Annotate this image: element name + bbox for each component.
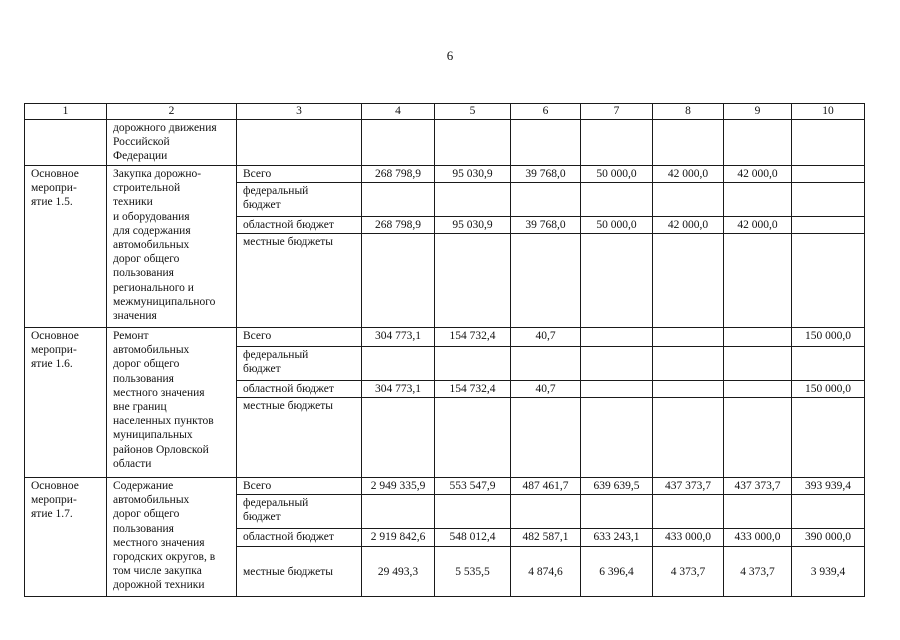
amount-col-6-text: 40,7 — [535, 383, 556, 395]
header-col-9 — [723, 103, 792, 120]
amount-col-9 — [723, 528, 792, 547]
amount-col-6-text: 40,7 — [535, 330, 556, 342]
funding-source-label-text: федеральный бюджет — [243, 349, 309, 376]
amount-col-8 — [652, 233, 724, 328]
amount-col-10-text: 390 000,0 — [805, 531, 851, 543]
amount-col-8 — [652, 182, 724, 217]
amount-col-4 — [361, 397, 435, 478]
amount-col-6-text: 39 768,0 — [525, 168, 566, 180]
amount-col-7 — [580, 477, 653, 495]
amount-col-5 — [434, 216, 511, 234]
amount-col-9 — [723, 216, 792, 234]
amount-col-8 — [652, 546, 724, 597]
amount-col-8-text: 42 000,0 — [667, 219, 709, 231]
measure-id — [24, 327, 107, 478]
amount-col-5 — [434, 327, 511, 347]
amount-col-6-text: 482 587,1 — [522, 531, 569, 543]
amount-col-8 — [652, 494, 724, 529]
amount-col-4-text: 268 798,9 — [375, 168, 421, 180]
amount-col-4 — [361, 528, 435, 547]
amount-col-5 — [434, 233, 511, 328]
amount-col-9 — [723, 165, 792, 183]
measure-id-text: Основное меропри- ятие 1.5. — [31, 168, 79, 209]
amount-col-4 — [361, 327, 435, 347]
funding-source-label-text: областной бюджет — [243, 531, 334, 543]
amount-col-7 — [580, 216, 653, 234]
funding-source-label — [236, 233, 362, 328]
measure-id — [24, 165, 107, 328]
amount-col-10 — [791, 528, 865, 547]
header-col-8-text: 8 — [685, 105, 691, 118]
amount-col-7-text: 6 396,4 — [599, 565, 634, 578]
amount-col-8 — [652, 327, 724, 347]
amount-col-7 — [580, 546, 653, 597]
amount-col-7 — [580, 494, 653, 529]
header-col-3 — [236, 103, 362, 120]
header-col-8 — [652, 103, 724, 120]
amount-col-9 — [723, 380, 792, 398]
header-col-7 — [580, 103, 653, 120]
header-col-9-text: 9 — [754, 105, 761, 118]
amount-col-9 — [723, 494, 792, 529]
amount-col-5 — [434, 494, 511, 529]
amount-col-8-text: 437 373,7 — [665, 480, 711, 492]
amount-col-9-text: 433 000,0 — [734, 531, 781, 543]
amount-col-5 — [434, 397, 511, 478]
funding-source-label-text: местные бюджеты — [243, 565, 334, 578]
amount-col-5 — [434, 346, 511, 381]
amount-col-9 — [723, 327, 792, 347]
header-col-4 — [361, 103, 435, 120]
amount-col-9-text: 437 373,7 — [734, 480, 781, 492]
amount-col-10 — [791, 182, 865, 217]
amount-col-9 — [723, 477, 792, 495]
amount-col-10 — [791, 327, 865, 347]
amount-col-6 — [510, 546, 581, 597]
amount-col-4-text: 268 798,9 — [375, 219, 421, 231]
amount-col-10 — [791, 165, 865, 183]
funding-source-label — [236, 380, 362, 398]
amount-col-4-text: 2 949 335,9 — [370, 480, 426, 492]
amount-col-5 — [434, 528, 511, 547]
page-number: 6 — [446, 48, 454, 63]
amount-col-4 — [361, 165, 435, 183]
funding-source-label-text: федеральный бюджет — [243, 185, 309, 212]
amount-col-4-text: 2 919 842,6 — [370, 531, 426, 543]
cont-col-7 — [580, 119, 653, 166]
amount-col-9 — [723, 397, 792, 478]
amount-col-6-text: 39 768,0 — [525, 219, 566, 231]
amount-col-8-text: 4 373,7 — [670, 565, 706, 578]
amount-col-5-text: 95 030,9 — [452, 219, 493, 231]
amount-col-6 — [510, 397, 581, 478]
funding-source-label-text: областной бюджет — [243, 383, 334, 395]
funding-source-label — [236, 528, 362, 547]
funding-source-label — [236, 165, 362, 183]
amount-col-7-text: 639 639,5 — [593, 480, 640, 492]
amount-col-4-text: 29 493,3 — [377, 565, 419, 578]
cont-col-2-text: дорожного движения Российской Федерации — [113, 122, 217, 163]
amount-col-4 — [361, 477, 435, 495]
amount-col-5-text: 548 012,4 — [449, 531, 496, 543]
amount-col-10 — [791, 494, 865, 529]
amount-col-9 — [723, 182, 792, 217]
amount-col-4 — [361, 380, 435, 398]
amount-col-7 — [580, 346, 653, 381]
amount-col-10-text: 150 000,0 — [805, 383, 851, 395]
funding-source-label — [236, 327, 362, 347]
amount-col-6 — [510, 477, 581, 495]
amount-col-9-text: 42 000,0 — [737, 219, 778, 231]
cont-col-5 — [434, 119, 511, 166]
header-col-5-text: 5 — [469, 105, 476, 118]
header-col-6 — [510, 103, 581, 120]
amount-col-6-text: 4 874,6 — [528, 565, 563, 578]
funding-source-label — [236, 494, 362, 529]
funding-source-label-text: федеральный бюджет — [243, 497, 309, 524]
amount-col-6 — [510, 494, 581, 529]
amount-col-5-text: 154 732,4 — [449, 383, 496, 395]
header-col-7-text: 7 — [613, 105, 620, 118]
amount-col-9-text: 4 373,7 — [740, 565, 775, 578]
amount-col-8-text: 42 000,0 — [667, 168, 709, 180]
header-col-2-text: 2 — [168, 105, 175, 118]
amount-col-10-text: 3 939,4 — [810, 565, 846, 578]
amount-col-9 — [723, 346, 792, 381]
header-col-1-text: 1 — [62, 105, 69, 118]
header-col-4-text: 4 — [395, 105, 401, 118]
measure-id-text: Основное меропри- ятие 1.6. — [31, 330, 79, 371]
amount-col-10 — [791, 380, 865, 398]
funding-source-label-text: местные бюджеты — [243, 236, 334, 248]
header-col-5 — [434, 103, 511, 120]
amount-col-5 — [434, 165, 511, 183]
amount-col-6 — [510, 182, 581, 217]
header-col-10-text: 10 — [822, 105, 834, 118]
amount-col-8-text: 433 000,0 — [665, 531, 711, 543]
amount-col-7-text: 50 000,0 — [596, 168, 637, 180]
amount-col-10 — [791, 233, 865, 328]
amount-col-6 — [510, 327, 581, 347]
amount-col-4 — [361, 494, 435, 529]
amount-col-7 — [580, 380, 653, 398]
funding-source-label-text: Всего — [243, 168, 272, 180]
amount-col-8 — [652, 477, 724, 495]
funding-source-label — [236, 546, 362, 597]
amount-col-7-text: 633 243,1 — [593, 531, 640, 543]
amount-col-6 — [510, 165, 581, 183]
funding-source-label — [236, 346, 362, 381]
amount-col-6 — [510, 528, 581, 547]
amount-col-5-text: 154 732,4 — [449, 330, 496, 342]
funding-source-label-text: Всего — [243, 330, 272, 342]
amount-col-6-text: 487 461,7 — [522, 480, 569, 492]
amount-col-6 — [510, 216, 581, 234]
amount-col-7-text: 50 000,0 — [596, 219, 637, 231]
funding-source-label — [236, 216, 362, 234]
amount-col-8 — [652, 346, 724, 381]
measure-description-text: Ремонт автомобильных дорог общего пользования местного значения вне границ населенных пунктов муниципальных районов Орловской области — [113, 330, 214, 470]
cont-col-2 — [106, 119, 237, 166]
cont-col-8 — [652, 119, 724, 166]
amount-col-8 — [652, 216, 724, 234]
amount-col-5-text: 5 535,5 — [455, 565, 490, 578]
header-col-1 — [24, 103, 107, 120]
header-col-3-text: 3 — [296, 105, 302, 118]
amount-col-6 — [510, 380, 581, 398]
amount-col-7 — [580, 233, 653, 328]
cont-col-4 — [361, 119, 435, 166]
amount-col-5 — [434, 546, 511, 597]
measure-id — [24, 477, 107, 597]
funding-source-label-text: Всего — [243, 480, 272, 492]
amount-col-6 — [510, 233, 581, 328]
funding-source-label-text: областной бюджет — [243, 219, 334, 231]
cont-col-6 — [510, 119, 581, 166]
amount-col-10 — [791, 546, 865, 597]
amount-col-10 — [791, 216, 865, 234]
cont-col-1 — [24, 119, 107, 166]
cont-col-9 — [723, 119, 792, 166]
amount-col-7 — [580, 182, 653, 217]
amount-col-8 — [652, 380, 724, 398]
amount-col-5-text: 553 547,9 — [449, 480, 496, 492]
amount-col-8 — [652, 165, 724, 183]
header-col-10 — [791, 103, 865, 120]
amount-col-5 — [434, 380, 511, 398]
header-col-6-text: 6 — [542, 105, 549, 118]
amount-col-10-text: 393 939,4 — [805, 480, 851, 492]
amount-col-9-text: 42 000,0 — [737, 168, 778, 180]
amount-col-9 — [723, 546, 792, 597]
header-col-2 — [106, 103, 237, 120]
amount-col-9 — [723, 233, 792, 328]
amount-col-6 — [510, 346, 581, 381]
amount-col-8 — [652, 397, 724, 478]
amount-col-4 — [361, 182, 435, 217]
cont-col-10 — [791, 119, 865, 166]
funding-source-label — [236, 397, 362, 478]
amount-col-4 — [361, 216, 435, 234]
funding-source-label-text: местные бюджеты — [243, 400, 334, 412]
measure-id-text: Основное меропри- ятие 1.7. — [31, 480, 79, 521]
amount-col-7 — [580, 165, 653, 183]
amount-col-7 — [580, 327, 653, 347]
amount-col-4 — [361, 346, 435, 381]
amount-col-4-text: 304 773,1 — [375, 383, 421, 395]
amount-col-5 — [434, 182, 511, 217]
funding-source-label — [236, 477, 362, 495]
amount-col-10 — [791, 346, 865, 381]
funding-source-label — [236, 182, 362, 217]
measure-description — [106, 165, 237, 328]
amount-col-7 — [580, 397, 653, 478]
amount-col-8 — [652, 528, 724, 547]
amount-col-10-text: 150 000,0 — [805, 330, 851, 342]
amount-col-4 — [361, 233, 435, 328]
amount-col-5-text: 95 030,9 — [452, 168, 493, 180]
amount-col-10 — [791, 477, 865, 495]
amount-col-7 — [580, 528, 653, 547]
cont-col-3 — [236, 119, 362, 166]
measure-description-text: Закупка дорожно- строительной техники и оборудования для содержания автомобильных дорог общего пользования регионального и межмуниципального значения — [113, 168, 216, 323]
amount-col-10 — [791, 397, 865, 478]
amount-col-5 — [434, 477, 511, 495]
measure-description — [106, 327, 237, 478]
measure-description-text: Содержание автомобильных дорог общего пользования местного значения городских округов, в том числе закупка дорожной техники — [113, 480, 216, 592]
amount-col-4 — [361, 546, 435, 597]
amount-col-4-text: 304 773,1 — [375, 330, 421, 342]
measure-description — [106, 477, 237, 597]
